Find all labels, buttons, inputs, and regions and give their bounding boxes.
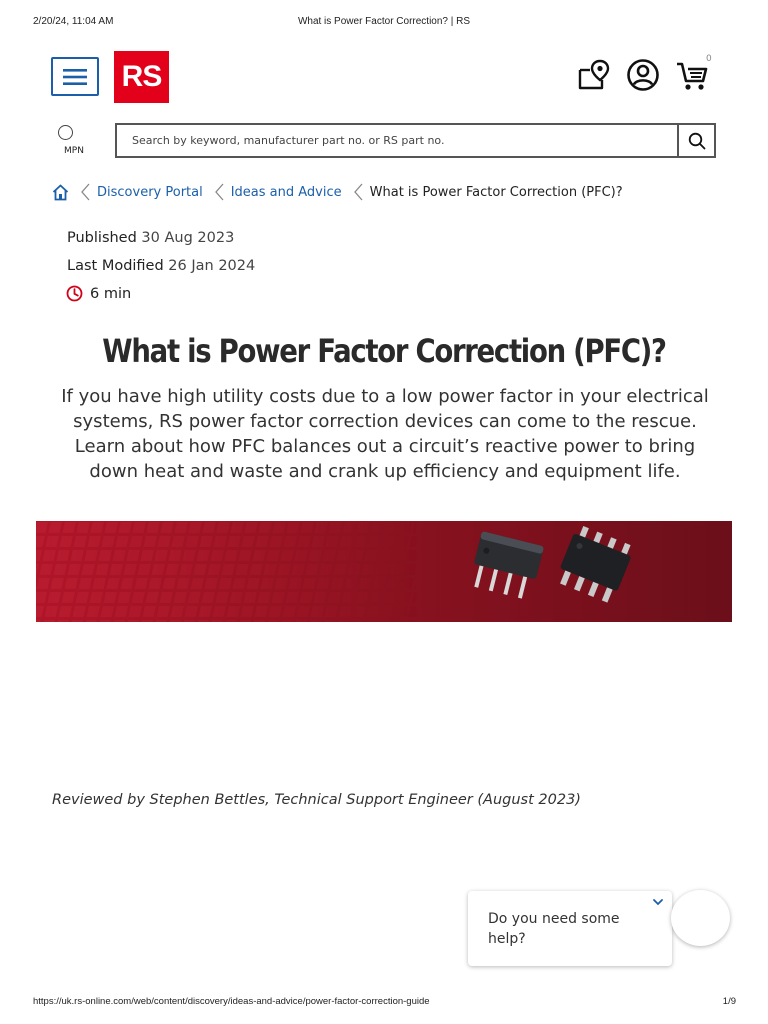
modified-date: 26 Jan 2024: [168, 258, 256, 274]
menu-button[interactable]: [51, 57, 99, 96]
search-button[interactable]: [677, 123, 716, 158]
published-meta: [67, 230, 234, 246]
chat-prompt: Do you need some help?: [488, 911, 620, 947]
breadcrumb-home[interactable]: [52, 184, 69, 201]
home-icon: [52, 184, 69, 201]
mpn-label: MPN: [64, 146, 84, 156]
location-pin-icon: [576, 58, 610, 92]
print-page-number: 1/9: [722, 996, 736, 1007]
print-datetime: 2/20/24, 11:04 AM: [33, 16, 114, 27]
chat-launcher-button[interactable]: [671, 890, 730, 946]
print-url: https://uk.rs-online.com/web/content/discovery/ideas-and-advice/power-factor-correction-guide: [33, 996, 430, 1007]
account-button[interactable]: [625, 57, 661, 93]
logo-text: RS: [121, 60, 162, 93]
read-time-text: 6 min: [90, 285, 132, 302]
hero-banner-image: [36, 521, 732, 622]
search-icon: [688, 132, 706, 150]
user-icon: [626, 58, 660, 92]
print-header: [33, 16, 735, 30]
hamburger-icon: [62, 66, 88, 88]
breadcrumb-ideas-and-advice[interactable]: Ideas and Advice: [230, 184, 342, 200]
chevron-down-icon[interactable]: [652, 897, 664, 907]
cart-count-badge: 0: [706, 54, 712, 64]
reviewed-by: Reviewed by Stephen Bettles, Technical Support Engineer (August 2023): [52, 792, 581, 808]
search-placeholder: Search by keyword, manufacturer part no. or RS part no.: [132, 134, 445, 147]
search-input[interactable]: [115, 123, 678, 158]
published-date: 30 Aug 2023: [141, 230, 235, 246]
print-page-title: What is Power Factor Correction? | RS: [297, 16, 471, 27]
chevron-left-icon: [352, 182, 364, 202]
chevron-left-icon: [79, 182, 91, 202]
read-time: [66, 285, 131, 302]
page-title: What is Power Factor Correction (PFC)?: [102, 332, 666, 370]
article-intro: If you have high utility costs due to a low power factor in your electrical systems, RS power factor correction devices can come to the rescue. Learn about how PFC balances out a circuit’s reactive power to bring down heat and waste and crank up efficiency and equipment life.: [61, 386, 709, 482]
breadcrumb: [52, 182, 623, 202]
modified-label: Last Modified: [67, 258, 164, 274]
clock-icon: [66, 285, 83, 302]
cart-icon: [675, 58, 709, 92]
published-label: Published: [67, 230, 137, 246]
mpn-radio[interactable]: [58, 125, 73, 140]
chat-help-card[interactable]: [468, 891, 672, 966]
print-footer: [33, 996, 736, 1007]
cart-button[interactable]: [674, 57, 710, 93]
breadcrumb-current: What is Power Factor Correction (PFC)?: [369, 184, 623, 200]
breadcrumb-discovery-portal[interactable]: Discovery Portal: [97, 184, 203, 200]
rs-logo[interactable]: [114, 51, 169, 103]
modified-meta: [67, 258, 255, 274]
chevron-left-icon: [213, 182, 225, 202]
location-button[interactable]: [575, 57, 611, 93]
